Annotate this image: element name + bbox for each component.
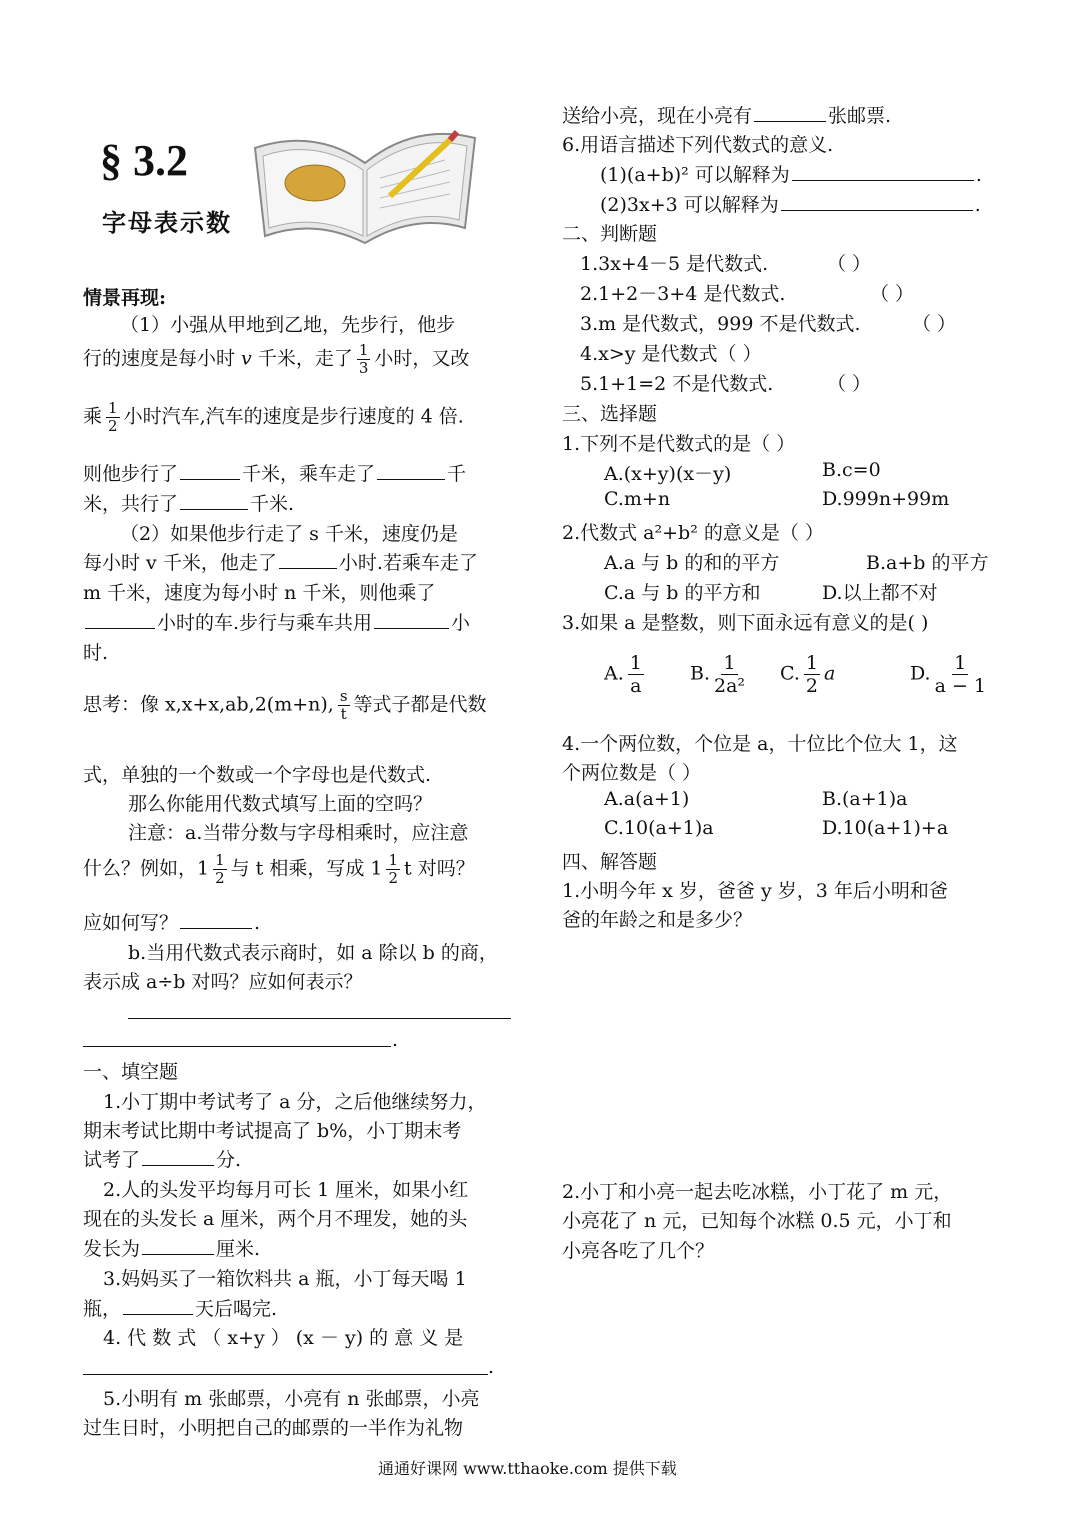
fraction-one-half <box>106 400 120 435</box>
text: 等式子都是代数 <box>353 693 487 716</box>
text: 小 <box>451 612 471 634</box>
section-fill-heading: 一、填空题 <box>83 1061 179 1083</box>
choice-3: 3.如果 a 是整数，则下面永远有意义的是( ) <box>562 612 929 634</box>
fill-1-b: 期末考试比期中考试提高了 b%，小丁期末考 <box>83 1120 462 1142</box>
choice-2: 2.代数式 a²+b² 的意义是（ ） <box>562 522 824 544</box>
fraction-1-over-2 <box>804 652 820 697</box>
think-line-b: 式，单独的一个数或一个字母也是代数式. <box>83 764 432 786</box>
text: (1)(a+b)² 可以解释为 <box>600 164 790 186</box>
denominator: 2 <box>108 417 118 435</box>
blank-hair-length[interactable] <box>142 1236 214 1255</box>
note-line-a: 注意：a.当带分数与字母相乘时，应注意 <box>128 822 469 844</box>
text: 千米，走了 <box>251 347 353 370</box>
choice-4-b: 个两位数是（ ） <box>562 762 702 784</box>
choice-4-option-c[interactable]: C.10(a+1)a <box>604 817 714 839</box>
judge-5: 5.1+1=2 不是代数式. <box>580 373 774 395</box>
text: B. <box>690 662 711 685</box>
numerator: 1 <box>108 399 118 417</box>
text: A. <box>604 662 624 685</box>
text: t 对吗？ <box>404 857 475 880</box>
section-answer-heading: 四、解答题 <box>562 851 658 873</box>
p1-line-e <box>83 489 294 516</box>
denominator: 2a² <box>714 675 746 697</box>
denominator: 2 <box>805 675 818 697</box>
p2-line-d <box>83 608 470 635</box>
fraction-s-over-t <box>338 688 350 723</box>
blank-final-score[interactable] <box>142 1147 214 1166</box>
p1-line-b <box>83 342 469 377</box>
note-line-e: 表示成 a÷b 对吗？应如何表示？ <box>83 971 363 993</box>
fill-5-a: 5.小明有 m 张邮票，小亮有 n 张邮票，小亮 <box>103 1388 480 1410</box>
text: 千 <box>447 463 467 485</box>
text: 什么？例如，1 <box>83 857 210 880</box>
text: 思考：像 x,x+x,ab,2(m+n), <box>83 693 334 716</box>
choice-4-option-d[interactable]: D.10(a+1)+a <box>822 817 949 839</box>
judge-5-paren[interactable]: （ ） <box>827 373 872 395</box>
think-line-a <box>83 688 487 723</box>
text: . <box>975 164 982 186</box>
fill-5-b: 过生日时，小明把自己的邮票的一半作为礼物 <box>83 1417 464 1439</box>
choice-2-option-d[interactable]: D.以上都不对 <box>822 582 938 604</box>
choice-1-option-b[interactable]: B.c=0 <box>822 459 881 481</box>
fill-5-c <box>562 101 891 128</box>
choice-1-option-d[interactable]: D.999n+99m <box>822 488 950 510</box>
fraction-1-over-a-minus-1 <box>935 652 986 697</box>
fill-6: 6.用语言描述下列代数式的意义. <box>562 134 834 156</box>
judge-2: 2.1+2－3+4 是代数式. <box>580 283 786 305</box>
section-judge-heading: 二、判断题 <box>562 223 658 245</box>
answer-line-dot: . <box>392 1029 399 1051</box>
fill-6-1 <box>600 160 982 187</box>
text: D. <box>910 662 931 685</box>
judge-4: 4.x>y 是代数式（ ） <box>580 343 762 365</box>
p2-line-e: 时. <box>83 642 109 664</box>
fraction-one-half-a <box>213 852 227 887</box>
numerator: 1 <box>388 851 399 869</box>
choice-3-option-a[interactable] <box>604 652 648 697</box>
fill-1-c <box>83 1145 241 1172</box>
text: . <box>974 194 981 216</box>
choice-4-option-b[interactable]: B.(a+1)a <box>822 788 908 810</box>
blank-how-write[interactable] <box>180 910 252 929</box>
judge-1-paren[interactable]: （ ） <box>827 253 872 275</box>
fill-2-c <box>83 1234 260 1261</box>
denominator: 3 <box>358 359 369 377</box>
text: 小时，又改 <box>374 347 470 370</box>
judge-1: 1.3x+4－5 是代数式. <box>580 253 769 275</box>
p2-line-a: （2）如果他步行走了 s 千米，速度仍是 <box>120 523 458 545</box>
denominator: 2 <box>215 869 225 887</box>
choice-4-option-a[interactable]: A.a(a+1) <box>604 788 690 810</box>
text: 应如何写？ <box>83 912 179 934</box>
var-v: v <box>241 347 252 370</box>
text: 张邮票. <box>828 105 892 127</box>
fill-3-a: 3.妈妈买了一箱饮料共 a 瓶，小丁每天喝 1 <box>103 1268 467 1290</box>
denominator: a − 1 <box>934 675 987 697</box>
choice-1-option-a[interactable]: A.(x+y)(x－y) <box>604 463 732 485</box>
choice-3-option-b[interactable] <box>690 652 749 697</box>
open-book-illustration <box>245 108 485 248</box>
var-a: a <box>824 662 836 685</box>
note-line-b <box>83 852 475 887</box>
answer-line-1[interactable] <box>128 1018 511 1019</box>
footer-credit: 通通好课网 www.tthaoke.com 提供下载 <box>378 1459 677 1478</box>
blank-total-km[interactable] <box>180 491 248 510</box>
denominator: t <box>340 705 347 723</box>
fraction-one-third <box>357 342 371 377</box>
blank-stamps[interactable] <box>754 103 826 122</box>
text: 发长为 <box>83 1238 141 1260</box>
answer-1-a: 1.小明今年 x 岁，爸爸 y 岁，3 年后小明和爸 <box>562 880 948 902</box>
choice-4-a: 4.一个两位数，个位是 a，十位比个位大 1，这 <box>562 733 958 755</box>
fill-4-answer-line[interactable] <box>83 1374 488 1375</box>
section-choice-heading: 三、选择题 <box>562 403 658 425</box>
numerator: 1 <box>954 652 967 674</box>
fill-2-a: 2.人的头发平均每月可长 1 厘米，如果小红 <box>103 1179 469 1201</box>
text: C. <box>780 662 800 685</box>
judge-3-paren[interactable]: （ ） <box>912 313 957 335</box>
choice-3-option-c[interactable] <box>780 652 835 697</box>
text: 与 t 相乘，写成 1 <box>230 857 383 880</box>
text: 乘 <box>83 405 103 428</box>
denominator: 2 <box>388 869 399 887</box>
section-subtitle: 字母表示数 <box>102 209 232 237</box>
text: 瓶， <box>83 1298 122 1320</box>
numerator: s <box>339 687 348 705</box>
text: 米，共行了 <box>83 493 179 515</box>
text: 则他步行了 <box>83 463 179 485</box>
judge-3: 3.m 是代数式，999 不是代数式. <box>580 313 861 335</box>
answer-2-b: 小亮花了 n 元，已知每个冰糕 0.5 元，小丁和 <box>562 1210 952 1232</box>
answer-line-2[interactable] <box>83 1046 391 1047</box>
blank-walk-hours[interactable] <box>279 550 337 569</box>
choice-2-option-c[interactable]: C.a 与 b 的平方和 <box>604 582 761 604</box>
text: 小时的车.步行与乘车共用 <box>157 612 373 634</box>
text: 每小时 v 千米，他走了 <box>83 552 277 574</box>
fill-6-2 <box>600 190 981 217</box>
p1-line-a: （1）小强从甲地到乙地，先步行，他步 <box>120 314 456 336</box>
text: 千米，乘车走了 <box>242 463 376 485</box>
blank-ride-hours[interactable] <box>85 610 155 629</box>
fraction-1-over-2a2 <box>714 652 745 697</box>
scenario-heading: 情景再现: <box>83 287 167 309</box>
text: 试考了 <box>83 1149 141 1171</box>
fill-3-b <box>83 1294 277 1321</box>
fill-1-a: 1.小丁期中考试考了 a 分，之后他继续努力， <box>103 1091 487 1113</box>
answer-2-c: 小亮各吃了几个？ <box>562 1240 715 1262</box>
numerator: 1 <box>358 341 369 359</box>
text: 天后喝完. <box>195 1298 278 1320</box>
text: 千米. <box>250 493 295 515</box>
text: 小时.若乘车走了 <box>338 552 478 574</box>
text: 厘米. <box>216 1238 261 1260</box>
note-line-d: b.当用代数式表示商时，如 a 除以 b 的商， <box>128 942 498 964</box>
fill-2-b: 现在的头发长 a 厘米，两个月不理发，她的头 <box>83 1208 468 1230</box>
numerator: 1 <box>629 652 642 674</box>
choice-3-option-d[interactable] <box>910 652 990 697</box>
text: 行的速度是每小时 <box>83 347 242 370</box>
blank-total-hours[interactable] <box>374 610 449 629</box>
think-line-c: 那么你能用代数式填写上面的空吗？ <box>128 793 433 815</box>
text: 小时汽车,汽车的速度是步行速度的 4 倍. <box>123 405 464 428</box>
blank-walk-km[interactable] <box>180 461 240 480</box>
denominator: a <box>630 675 642 697</box>
text: 送给小亮，现在小亮有 <box>562 105 753 127</box>
numerator: 1 <box>805 652 818 674</box>
fill-4-a: 4. 代 数 式 （ x+y ） (x － y) 的 意 义 是 <box>103 1327 464 1349</box>
p2-line-c: m 千米，速度为每小时 n 千米，则他乘了 <box>83 582 436 604</box>
blank-meaning-1[interactable] <box>792 162 974 181</box>
blank-meaning-2[interactable] <box>781 192 973 211</box>
answer-1-b: 爸的年龄之和是多少？ <box>562 909 753 931</box>
blank-days[interactable] <box>123 1296 193 1315</box>
answer-2-a: 2.小丁和小亮一起去吃冰糕，小丁花了 m 元， <box>562 1181 953 1203</box>
fraction-1-over-a <box>628 652 644 697</box>
section-number: § 3.2 <box>100 136 188 185</box>
fraction-one-half-b <box>386 852 400 887</box>
p1-line-d <box>83 459 466 486</box>
choice-1-option-c[interactable]: C.m+n <box>604 488 671 510</box>
blank-ride-km[interactable] <box>377 461 445 480</box>
p2-line-b <box>83 548 478 575</box>
choice-1: 1.下列不是代数式的是（ ） <box>562 433 796 455</box>
text: . <box>254 912 261 934</box>
numerator: 1 <box>215 851 225 869</box>
numerator: 1 <box>723 652 736 674</box>
text: 分. <box>216 1149 242 1171</box>
choice-2-option-b[interactable]: B.a+b 的平方 <box>866 552 989 574</box>
note-line-c <box>83 908 260 935</box>
text: (2)3x+3 可以解释为 <box>600 194 779 216</box>
p1-line-c <box>83 400 464 435</box>
choice-2-option-a[interactable]: A.a 与 b 的和的平方 <box>604 552 780 574</box>
fill-4-dot: . <box>488 1356 495 1378</box>
judge-2-paren[interactable]: （ ） <box>870 283 915 305</box>
